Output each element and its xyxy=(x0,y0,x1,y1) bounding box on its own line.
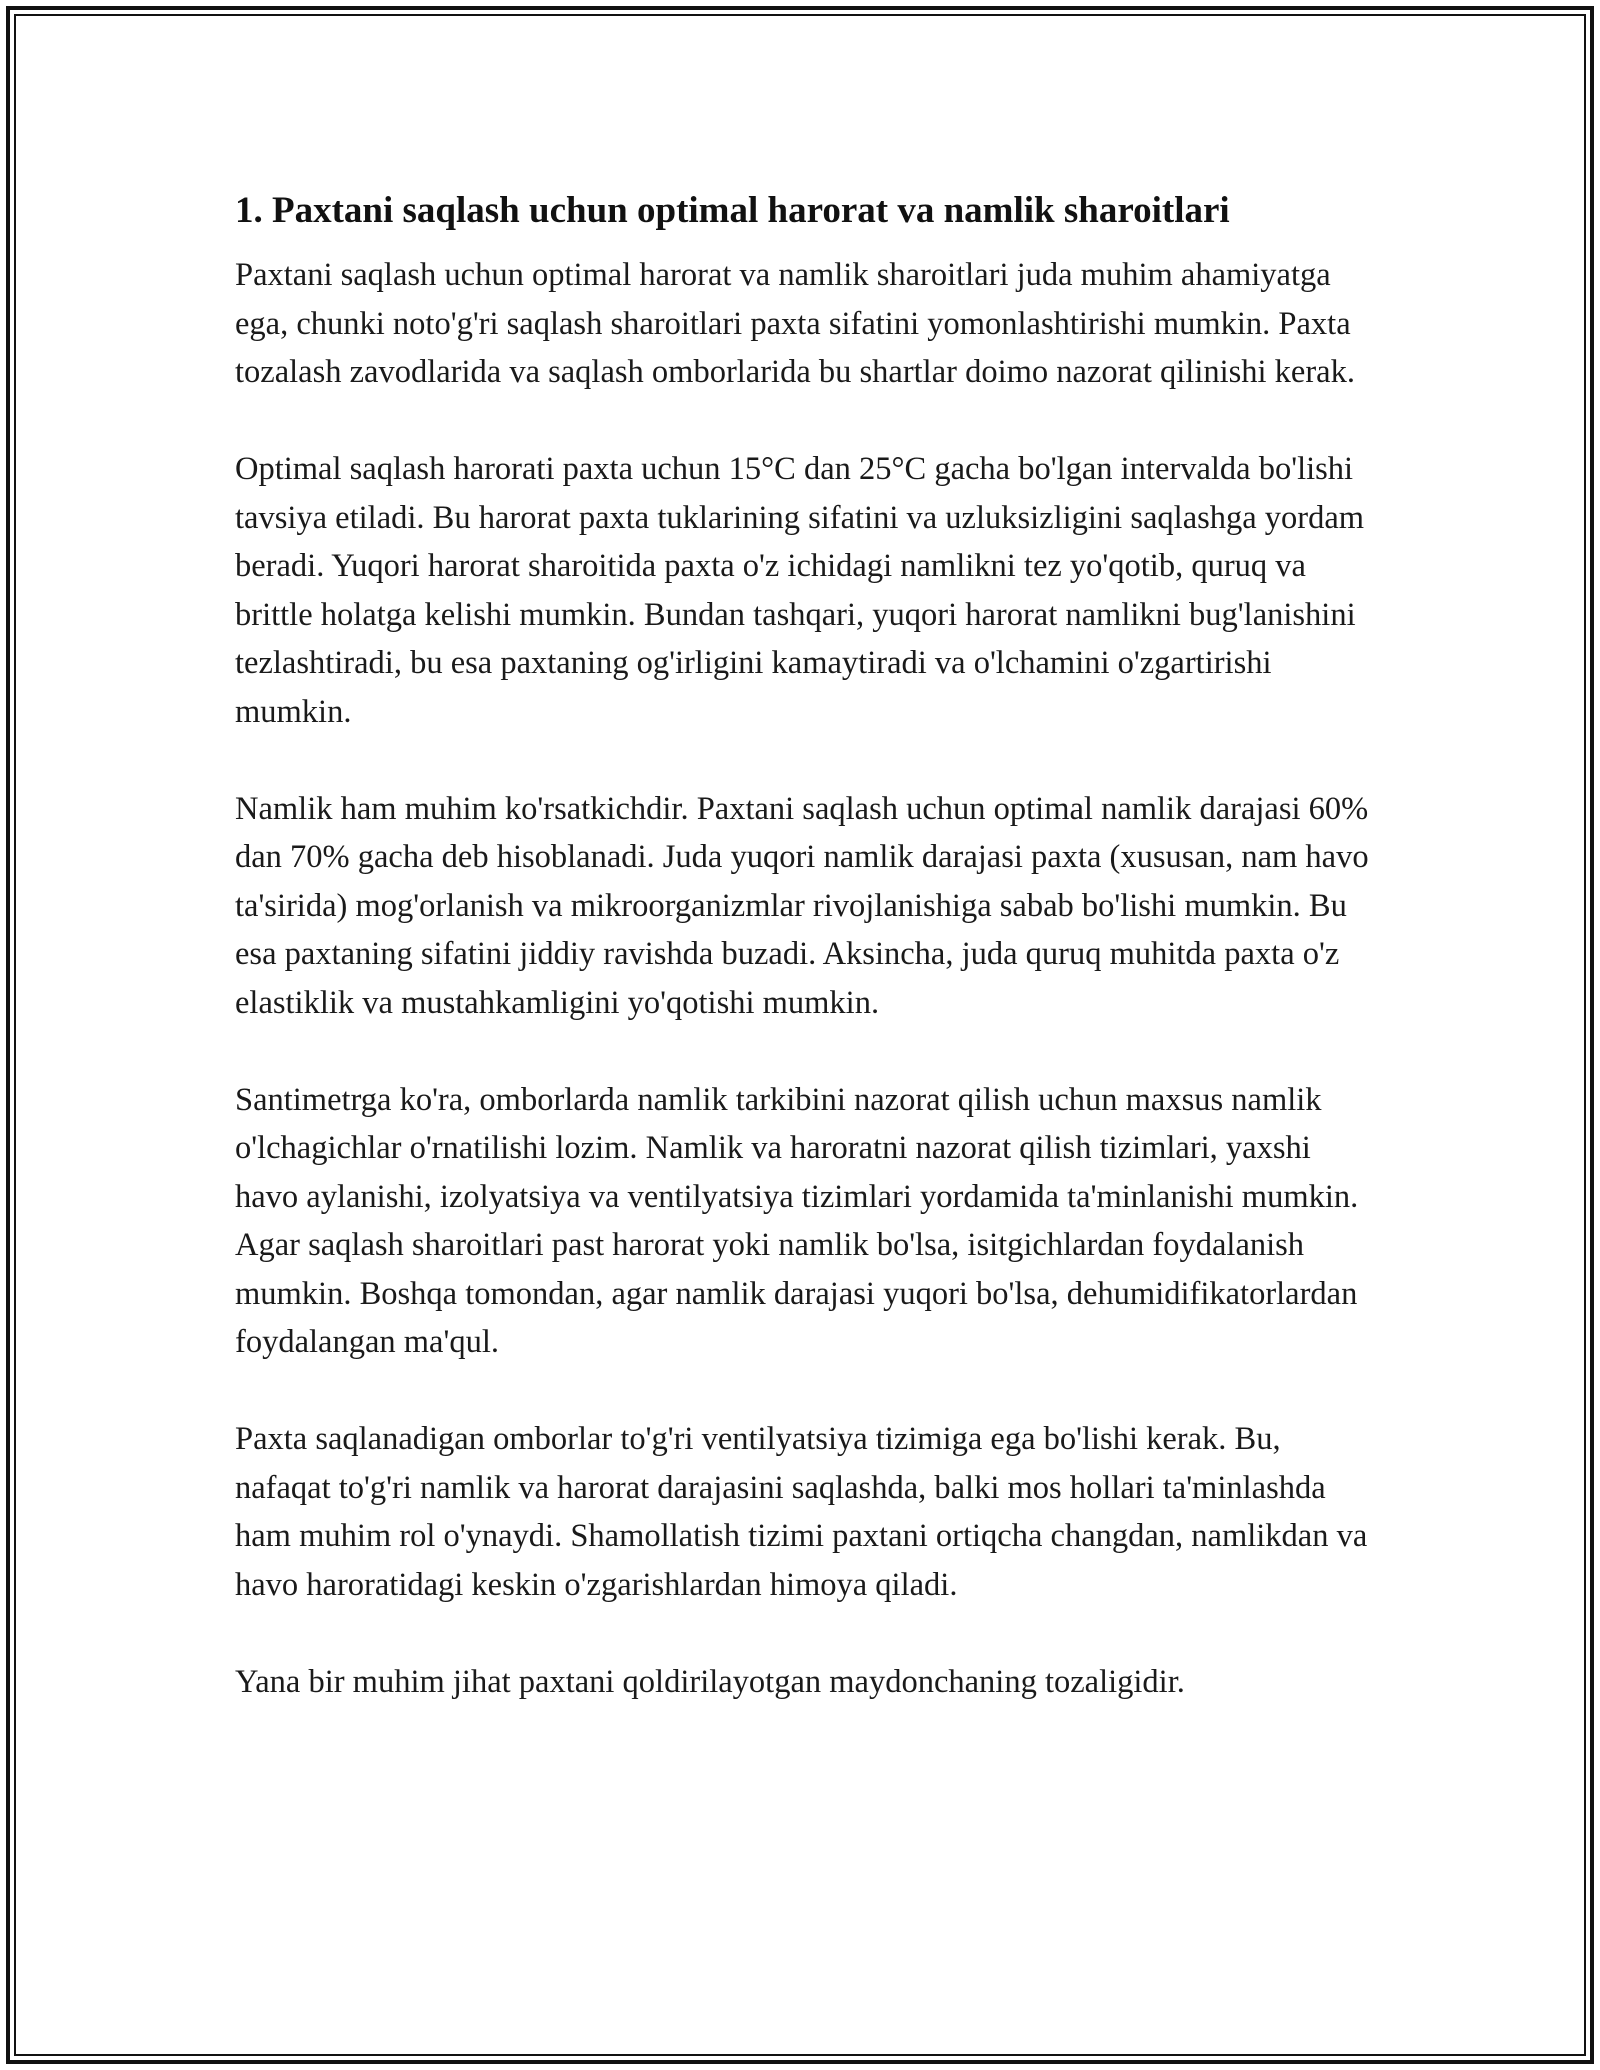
paragraph-temperature: Optimal saqlash harorati paxta uchun 15°C dan 25°C gacha bo'lgan intervalda bo'lishi tavsiya etiladi. Bu harorat paxta tuklarining sifatini va uzluksizligini saqlashga yordam beradi. Yuqori harorat sharoitida paxta o'z ichidagi namlikni tez yo'qotib, quruq va brittle holatga kelishi mumkin. Bundan tashqari, yuqori harorat namlikni bug'lanishini tezlashtiradi, bu esa paxtaning og'irligini kamaytiradi va o'lchamini o'zgartirishi mumkin. xyxy=(235,451,1365,730)
paragraph-intro: Paxtani saqlash uchun optimal harorat va namlik sharoitlari juda muhim ahamiyatga ega, chunki noto'g'ri saqlash sharoitlari paxta sifatini yomonlashtirishi mumkin. Paxta tozalash zavodlarida va saqlash omborlarida bu shartlar doimo nazorat qilinishi kerak. xyxy=(235,257,1355,390)
paragraph-humidity: Namlik ham muhim ko'rsatkichdir. Paxtani saqlash uchun optimal namlik darajasi 60% dan 70% gacha deb hisoblanadi. Juda yuqori namlik darajasi paxta (xususan, nam havo ta'sirida) mog'orlanish va mikroorganizmlar rivojlanishiga sabab bo'lishi mumkin. Bu esa paxtaning sifatini jiddiy ravishda buzadi. Aksincha, juda quruq muhitda paxta o'z elastiklik va mustahkamligini yo'qotishi mumkin. xyxy=(235,790,1369,1021)
section-heading: 1. Paxtani saqlash uchun optimal harorat va namlik sharoitlari xyxy=(235,190,1230,231)
paragraph-cleanliness: Yana bir muhim jihat paxtani qoldirilayotgan maydonchaning tozaligidir. xyxy=(235,1663,1185,1700)
paragraph-control-systems: Santimetrga ko'ra, omborlarda namlik tarkibini nazorat qilish uchun maxsus namlik o'lchagichlar o'rnatilishi lozim. Namlik va haroratni nazorat qilish tizimlari, yaxshi havo aylanishi, izolyatsiya va ventilyatsiya tizimlari yordamida ta'minlanishi mumkin. Agar saqlash sharoitlari past harorat yoki namlik bo'lsa, isitgichlardan foydalanish mumkin. Boshqa tomondan, agar namlik darajasi yuqori bo'lsa, dehumidifikatorlardan foydalangan ma'qul. xyxy=(235,1081,1359,1360)
paragraph-ventilation: Paxta saqlanadigan omborlar to'g'ri ventilyatsiya tizimiga ega bo'lishi kerak. Bu, nafaqat to'g'ri namlik va harorat darajasini saqlashda, balki mos hollari ta'minlashda ham muhim rol o'ynaydi. Shamollatish tizimi paxtani ortiqcha changdan, namlikdan va havo haroratidagi keskin o'zgarishlardan himoya qiladi. xyxy=(235,1421,1368,1603)
document-body xyxy=(235,185,1375,1755)
